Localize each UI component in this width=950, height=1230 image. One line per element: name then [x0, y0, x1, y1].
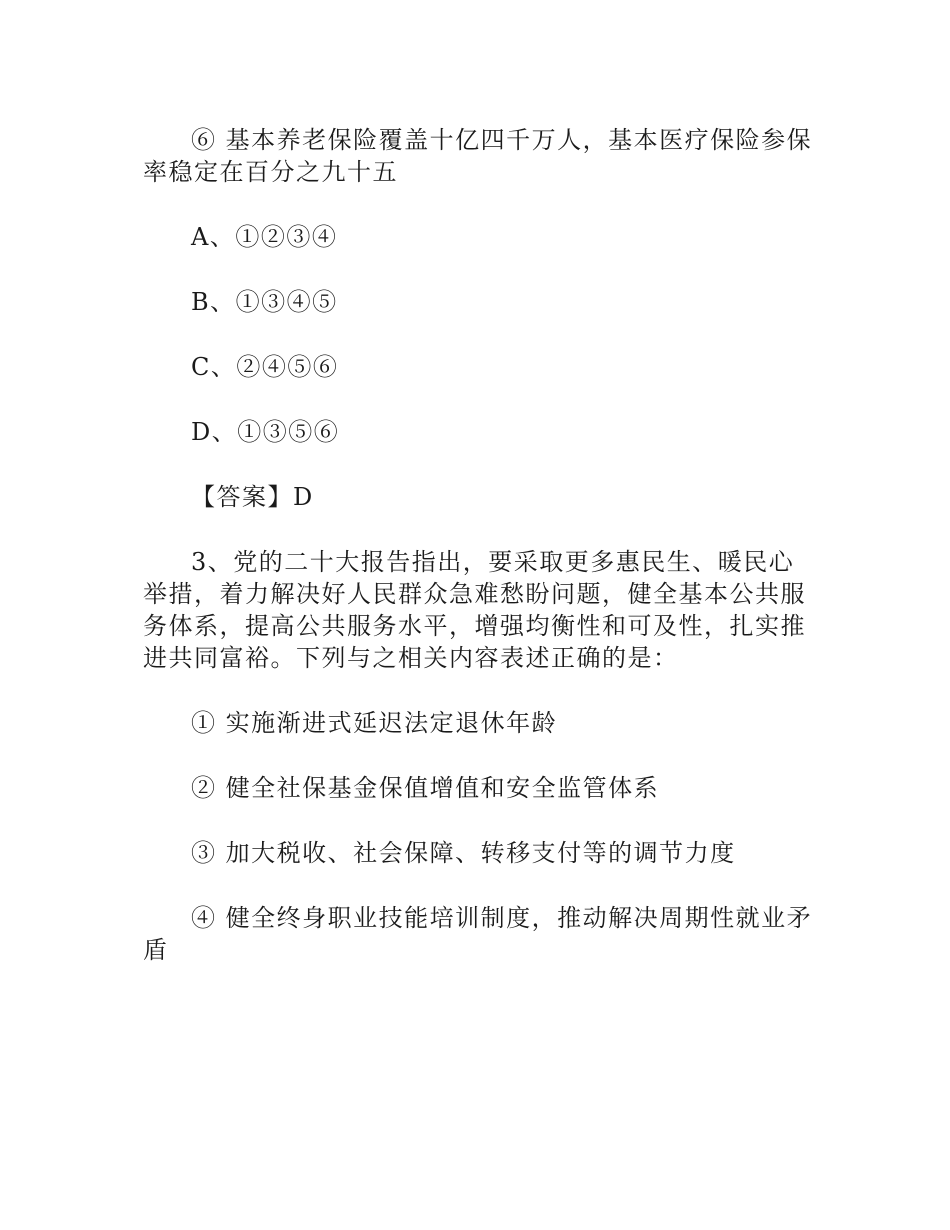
option-item-4: ④ 健全终身职业技能培训制度，推动解决周期性就业矛盾: [143, 904, 813, 964]
choice-a: A、①②③④: [191, 223, 338, 251]
choice-b: B、①③④⑤: [191, 288, 338, 316]
option-item-3: ③ 加大税收、社会保障、转移支付等的调节力度: [191, 839, 736, 867]
choice-d: D、①③⑤⑥: [191, 418, 340, 446]
option-item-2: ② 健全社保基金保值增值和安全监管体系: [191, 774, 660, 802]
choice-c: C、②④⑤⑥: [191, 353, 339, 381]
question-3-stem: 3、党的二十大报告指出，要采取更多惠民生、暖民心举措，着力解决好人民群众急难愁盼问题，健全基本公共服务体系，提高公共服务水平，增强均衡性和可及性，扎实推进共同富裕。下列与之相关内容表述正确的是：: [143, 548, 806, 672]
answer-line: 【答案】D: [191, 483, 314, 511]
option-item-6: ⑥ 基本养老保险覆盖十亿四千万人，基本医疗保险参保率稳定在百分之九十五: [143, 126, 813, 186]
document-body: [143, 124, 813, 966]
option-item-1: ① 实施渐进式延迟法定退休年龄: [191, 709, 558, 737]
